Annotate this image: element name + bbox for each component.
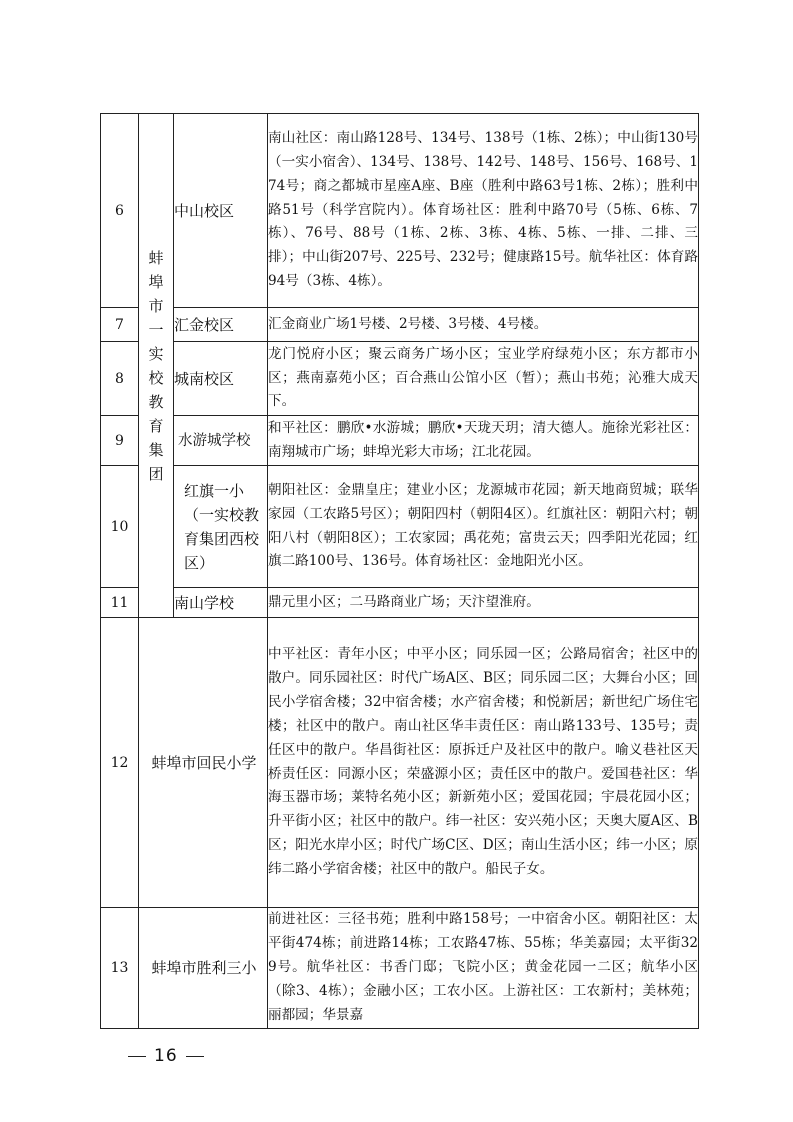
row-number: 12 bbox=[101, 618, 139, 908]
group-name: 蚌埠市一实校教育集团 bbox=[148, 248, 164, 483]
school-name: 城南校区 bbox=[174, 342, 268, 416]
school-name: 红旗一小（一实校教育集团西校区） bbox=[174, 466, 268, 588]
page-footer bbox=[120, 1046, 212, 1066]
table-row bbox=[101, 342, 699, 416]
school-name: 水游城学校 bbox=[174, 416, 268, 466]
row-number: 7 bbox=[101, 308, 139, 342]
row-number: 6 bbox=[101, 114, 139, 308]
enrollment-area: 中平社区：青年小区；中平小区；同乐园一区；公路局宿舍；社区中的散户。同乐园社区：时代广场A区、B区；同乐园二区；大舞台小区；回民小学宿舍楼；32中宿舍楼；水产宿舍楼；和悦新居；新世纪广场住宅楼；社区中的散户。南山社区华丰责任区：南山路133号、135号；责任区中的散户。华昌街社区：原拆迁户及社区中的散户。喻义巷社区天桥责任区：同源小区；荣盛源小区；责任区中的散户。爱国巷社区：华海玉器市场；莱特名苑小区；新新苑小区；爱国花园；宇晨花园小区；升平街小区；社区中的散户。纬一社区：安兴苑小区；天奥大厦A区、B区；阳光水岸小区；时代广场C区、D区；南山生活小区；纬一小区；原纬二路小学宿舍楼；社区中的散户。船民子女。 bbox=[268, 618, 699, 908]
enrollment-area: 龙门悦府小区；聚云商务广场小区；宝业学府绿苑小区；东方都市小区；燕南嘉苑小区；百合燕山公馆小区（暂）；燕山书苑；沁雅大成天下。 bbox=[268, 342, 699, 416]
row-number: 8 bbox=[101, 342, 139, 416]
school-name: 中山校区 bbox=[174, 114, 268, 308]
school-name: 蚌埠市胜利三小 bbox=[139, 908, 268, 1029]
enrollment-area: 南山社区：南山路128号、134号、138号（1栋、2栋）；中山街130号（一实小宿舍）、134号、138号、142号、148号、156号、168号、174号；商之都城市星座A座、B座（胜利中路63号1栋、2栋）；胜利中路51号（科学宫院内）。体育场社区：胜利中路70号（5栋、6栋、7栋）、76号、88号（1栋、2栋、3栋、4栋、5栋、一排、二排、三排）；中山街207号、225号、232号；健康路15号。航华社区：体育路94号（3栋、4栋）。 bbox=[268, 114, 699, 308]
enrollment-area: 鼎元里小区；二马路商业广场；天汴望淮府。 bbox=[268, 588, 699, 618]
enrollment-area: 和平社区：鹏欣•水游城；鹏欣•天珑天玥；清大德人。施徐光彩社区：南翔城市广场；蚌埠光彩大市场；江北花园。 bbox=[268, 416, 699, 466]
school-name: 蚌埠市回民小学 bbox=[139, 618, 268, 908]
enrollment-area: 汇金商业广场1号楼、2号楼、3号楼、4号楼。 bbox=[268, 308, 699, 342]
table-row bbox=[101, 466, 699, 588]
row-number: 10 bbox=[101, 466, 139, 588]
page-number: 16 bbox=[154, 1046, 178, 1066]
table-row bbox=[101, 908, 699, 1029]
school-name: 南山学校 bbox=[174, 588, 268, 618]
table-row bbox=[101, 308, 699, 342]
table-row bbox=[101, 114, 699, 308]
table-row bbox=[101, 416, 699, 466]
school-name: 汇金校区 bbox=[174, 308, 268, 342]
row-number: 13 bbox=[101, 908, 139, 1029]
row-number: 9 bbox=[101, 416, 139, 466]
table-row bbox=[101, 618, 699, 908]
group-cell bbox=[139, 114, 174, 618]
footer-dash-left bbox=[128, 1056, 146, 1057]
school-district-table bbox=[100, 113, 699, 1029]
footer-dash-right bbox=[186, 1056, 204, 1057]
table-row bbox=[101, 588, 699, 618]
enrollment-area: 朝阳社区：金鼎皇庄；建业小区；龙源城市花园；新天地商贸城；联华家园（工农路5号区）；朝阳四村（朝阳4区）。红旗社区：朝阳六村；朝阳八村（朝阳8区）；工农家园；禹花苑；富贵云天；四季阳光花园；红旗二路100号、136号。体育场社区：金地阳光小区。 bbox=[268, 466, 699, 588]
enrollment-area: 前进社区：三径书苑；胜利中路158号；一中宿舍小区。朝阳社区：太平街474栋；前进路14栋；工农路47栋、55栋；华美嘉园；太平街329号。航华社区：书香门邸；飞院小区；黄金花园一二区；航华小区（除3、4栋）；金融小区；工农小区。上游社区：工农新村；美林苑；丽都园；华景嘉 bbox=[268, 908, 699, 1029]
row-number: 11 bbox=[101, 588, 139, 618]
